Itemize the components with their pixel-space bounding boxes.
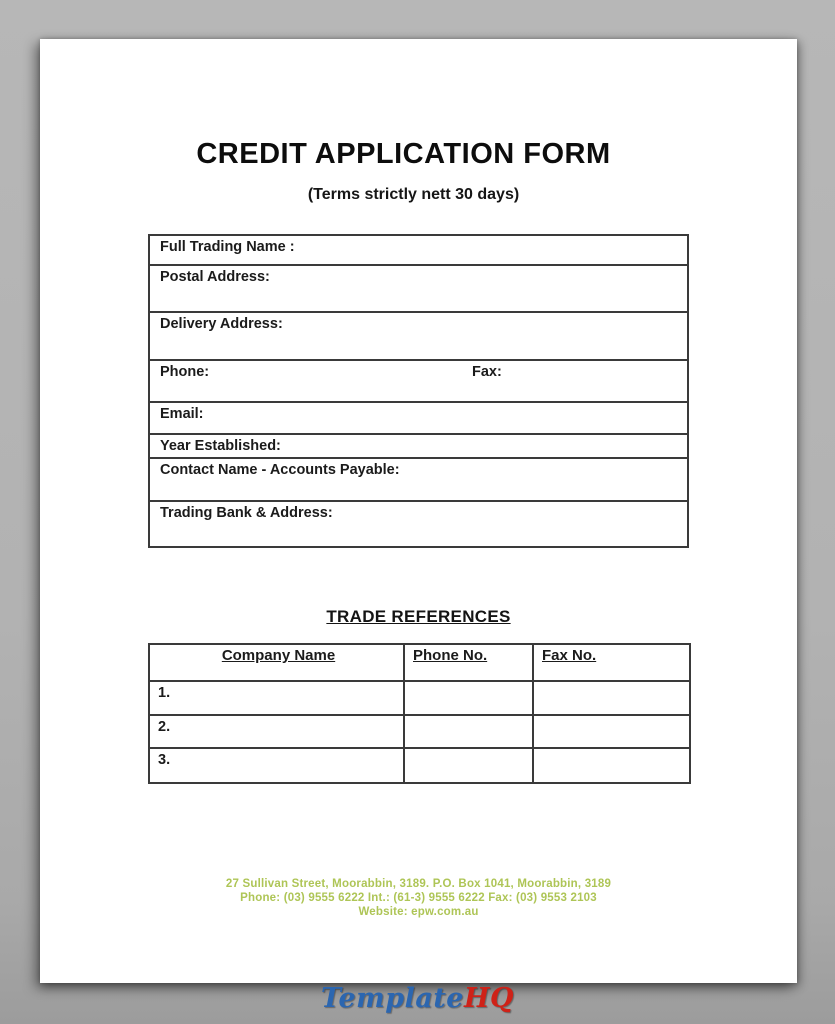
delivery-address-label: Delivery Address: — [160, 316, 283, 332]
company-address-footer — [40, 877, 797, 919]
fax-label: Fax: — [472, 364, 502, 380]
trade-row-3 — [149, 748, 690, 783]
watermark-hq-text: HQ — [464, 983, 515, 1014]
form-row-delivery-address — [150, 311, 687, 359]
trade-row-1 — [149, 681, 690, 715]
trade-row-2-company-cell — [149, 715, 404, 748]
footer-phone-line: Phone: (03) 9555 6222 Int.: (61-3) 9555 6222 Fax: (03) 9553 2103 — [240, 892, 597, 904]
postal-address-label: Postal Address: — [160, 269, 270, 285]
trade-row-3-number: 3. — [158, 752, 171, 768]
form-row-contact-name — [150, 457, 687, 500]
trade-row-1-company-cell — [149, 681, 404, 715]
trade-row-3-fax-cell — [533, 748, 690, 783]
form-title: CREDIT APPLICATION FORM — [196, 138, 611, 170]
trade-row-2 — [149, 715, 690, 748]
application-details-table — [148, 234, 689, 548]
form-row-trading-bank — [150, 500, 687, 546]
year-established-label: Year Established: — [160, 438, 281, 454]
trade-row-2-phone-cell — [404, 715, 533, 748]
trade-row-2-fax-cell — [533, 715, 690, 748]
watermark-template-text: Template — [320, 983, 464, 1014]
fax-no-header: Fax No. — [533, 644, 690, 681]
trade-row-3-phone-cell — [404, 748, 533, 783]
form-row-year-established — [150, 433, 687, 457]
form-row-phone-fax — [150, 359, 687, 401]
phone-label: Phone: — [160, 364, 210, 380]
form-row-full-trading-name — [150, 236, 687, 264]
footer-website-line: Website: epw.com.au — [358, 906, 479, 918]
trade-references-heading: TRADE REFERENCES — [326, 607, 511, 626]
trade-header-row — [149, 644, 690, 681]
trade-row-3-company-cell — [149, 748, 404, 783]
templatehq-watermark — [0, 983, 835, 1014]
trade-references-table — [148, 643, 691, 784]
trade-row-1-number: 1. — [158, 685, 171, 701]
trade-row-1-fax-cell — [533, 681, 690, 715]
company-name-header: Company Name — [149, 644, 404, 681]
trade-row-2-number: 2. — [158, 719, 171, 735]
trading-bank-label: Trading Bank & Address: — [160, 505, 333, 521]
form-row-postal-address — [150, 264, 687, 311]
footer-address-line: 27 Sullivan Street, Moorabbin, 3189. P.O. Box 1041, Moorabbin, 3189 — [225, 878, 612, 890]
email-label: Email: — [160, 406, 204, 422]
phone-no-header: Phone No. — [404, 644, 533, 681]
full-trading-name-label: Full Trading Name : — [160, 239, 295, 255]
form-row-email — [150, 401, 687, 433]
contact-name-label: Contact Name - Accounts Payable: — [160, 462, 400, 478]
document-page — [40, 39, 797, 983]
form-subtitle: (Terms strictly nett 30 days) — [307, 186, 520, 203]
trade-row-1-phone-cell — [404, 681, 533, 715]
